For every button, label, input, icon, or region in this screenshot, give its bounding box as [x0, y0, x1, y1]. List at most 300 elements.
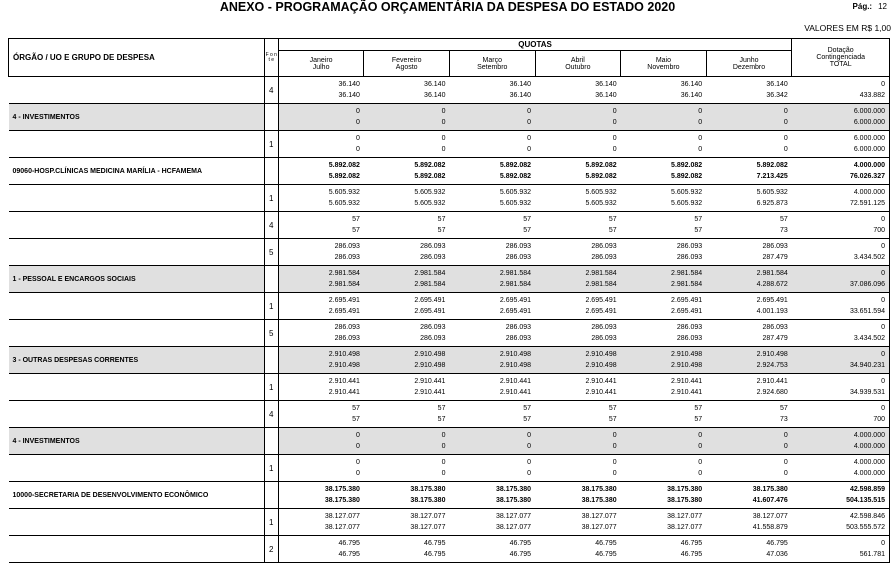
- value-second-semester: 2.910.498: [328, 362, 360, 369]
- value-second-semester: 2.910.498: [499, 362, 532, 369]
- total-cell: [792, 374, 890, 401]
- row-fonte: [264, 482, 278, 509]
- value-first-semester: 42.598.859: [849, 486, 885, 493]
- quota-cell: [535, 482, 621, 509]
- row-fonte: 1: [264, 131, 278, 158]
- row-fonte: 4: [264, 401, 278, 428]
- currency-note: VALORES EM R$ 1,00: [804, 23, 891, 33]
- page-number: 12: [878, 2, 887, 11]
- quota-cell: [706, 401, 792, 428]
- value-first-semester: 4.000.000: [853, 432, 885, 439]
- value-second-semester: 2.910.441: [414, 389, 446, 396]
- header-month-1: [278, 51, 364, 77]
- value-first-semester: 2.910.441: [328, 378, 360, 385]
- value-first-semester: 46.795: [680, 540, 703, 547]
- quota-cell: [535, 185, 621, 212]
- value-second-semester: 38.175.380: [410, 497, 446, 504]
- value-second-semester: 286.093: [420, 254, 446, 261]
- value-first-semester: 2.910.441: [671, 378, 703, 385]
- value-second-semester: 4.000.000: [853, 470, 885, 477]
- value-second-semester: 0: [698, 443, 703, 450]
- value-second-semester: 3.434.502: [853, 254, 885, 261]
- header-month-4: [535, 51, 621, 77]
- quota-cell: [535, 239, 621, 266]
- quota-cell: [449, 158, 535, 185]
- page-label: Pág.:: [852, 2, 873, 11]
- value-first-semester: 0: [881, 297, 885, 304]
- table-row: [9, 482, 890, 509]
- value-first-semester: 0: [881, 405, 885, 412]
- value-second-semester: 0: [612, 443, 617, 450]
- value-first-semester: 38.127.077: [410, 513, 446, 520]
- budget-table: [8, 38, 890, 563]
- total-cell: [792, 482, 890, 509]
- quota-cell: [449, 320, 535, 347]
- value-second-semester: 0: [783, 443, 788, 450]
- value-second-semester: 2.695.491: [328, 308, 360, 315]
- value-first-semester: 0: [527, 459, 532, 466]
- header-total-line2: Contingenciada: [816, 54, 865, 61]
- quota-cell: [364, 509, 450, 536]
- quota-cell: [278, 509, 364, 536]
- value-second-semester: 2.981.584: [414, 281, 446, 288]
- quota-cell: [535, 131, 621, 158]
- value-second-semester: 38.127.077: [324, 524, 360, 531]
- value-first-semester: 0: [881, 540, 885, 547]
- table-row: [9, 293, 890, 320]
- quota-cell: [364, 401, 450, 428]
- header-month-first: Junho: [739, 56, 759, 64]
- value-first-semester: 286.093: [591, 324, 617, 331]
- quota-cell: [278, 401, 364, 428]
- value-first-semester: 5.892.082: [499, 162, 532, 169]
- quota-cell: [621, 77, 707, 104]
- header-orgao: ÓRGÃO / UO E GRUPO DE DESPESA: [9, 39, 265, 77]
- header-month-first: Fevereiro: [391, 56, 422, 64]
- quota-cell: [364, 293, 450, 320]
- quota-cell: [535, 401, 621, 428]
- quota-cell: [535, 293, 621, 320]
- value-first-semester: 0: [612, 135, 617, 142]
- value-first-semester: 38.127.077: [581, 513, 617, 520]
- quota-cell: [278, 347, 364, 374]
- value-second-semester: 5.892.082: [414, 173, 446, 180]
- value-first-semester: 2.910.498: [671, 351, 703, 358]
- value-first-semester: 5.892.082: [414, 162, 446, 169]
- quota-cell: [706, 482, 792, 509]
- value-second-semester: 73: [780, 227, 788, 234]
- total-cell: [792, 131, 890, 158]
- value-second-semester: 2.924.680: [756, 389, 788, 396]
- value-first-semester: 38.127.077: [667, 513, 703, 520]
- value-first-semester: 57: [608, 405, 617, 412]
- value-first-semester: 0: [783, 459, 788, 466]
- header-month-5: [621, 51, 707, 77]
- quota-cell: [278, 455, 364, 482]
- value-second-semester: 0: [527, 119, 532, 126]
- value-second-semester: 36.140: [509, 92, 532, 99]
- value-first-semester: 36.140: [595, 81, 617, 88]
- quota-cell: [449, 374, 535, 401]
- quota-cell: [706, 347, 792, 374]
- table-row: [9, 347, 890, 374]
- header-month-second: Agosto: [395, 63, 418, 71]
- value-first-semester: 2.695.491: [328, 297, 360, 304]
- row-fonte: 4: [264, 77, 278, 104]
- quota-cell: [364, 536, 450, 563]
- value-second-semester: 5.892.082: [499, 173, 532, 180]
- value-first-semester: 2.910.498: [756, 351, 788, 358]
- table-row: [9, 158, 890, 185]
- row-label: 3 - OUTRAS DESPESAS CORRENTES: [9, 347, 265, 374]
- header-fonte: F o n t e: [264, 39, 278, 77]
- header-month-6: [706, 51, 792, 77]
- quota-cell: [621, 482, 707, 509]
- quota-cell: [364, 266, 450, 293]
- value-second-semester: 38.175.380: [496, 497, 532, 504]
- quota-cell: [621, 401, 707, 428]
- value-first-semester: 5.605.932: [585, 189, 617, 196]
- value-first-semester: 38.175.380: [496, 486, 532, 493]
- value-first-semester: 0: [355, 432, 360, 439]
- quota-cell: [706, 77, 792, 104]
- quota-cell: [364, 77, 450, 104]
- value-second-semester: 41.558.879: [752, 524, 788, 531]
- value-second-semester: 561.781: [859, 551, 885, 558]
- value-first-semester: 2.981.584: [499, 270, 532, 277]
- value-first-semester: 5.892.082: [585, 162, 617, 169]
- quota-cell: [449, 212, 535, 239]
- value-second-semester: 286.093: [676, 254, 703, 261]
- value-first-semester: 38.175.380: [324, 486, 360, 493]
- quota-cell: [449, 104, 535, 131]
- value-second-semester: 38.175.380: [581, 497, 617, 504]
- quota-cell: [706, 266, 792, 293]
- quota-cell: [364, 158, 450, 185]
- value-second-semester: 0: [698, 470, 703, 477]
- header-month-second: Outubro: [565, 63, 591, 71]
- value-first-semester: 2.981.584: [585, 270, 617, 277]
- row-fonte: [264, 266, 278, 293]
- table-row: [9, 212, 890, 239]
- quota-cell: [449, 482, 535, 509]
- quota-cell: [278, 158, 364, 185]
- value-first-semester: 38.175.380: [667, 486, 703, 493]
- value-second-semester: 33.651.594: [849, 308, 885, 315]
- row-label: [9, 293, 265, 320]
- quota-cell: [364, 482, 450, 509]
- value-first-semester: 286.093: [505, 324, 532, 331]
- value-first-semester: 57: [523, 216, 532, 223]
- page-indicator: [853, 2, 887, 11]
- quota-cell: [364, 104, 450, 131]
- row-fonte: 1: [264, 374, 278, 401]
- table-row: [9, 185, 890, 212]
- row-label: [9, 536, 265, 563]
- value-first-semester: 46.795: [766, 540, 788, 547]
- value-second-semester: 2.910.441: [585, 389, 617, 396]
- quota-cell: [621, 266, 707, 293]
- quota-cell: [621, 131, 707, 158]
- table-row: [9, 401, 890, 428]
- row-fonte: 1: [264, 185, 278, 212]
- value-first-semester: 286.093: [591, 243, 617, 250]
- value-first-semester: 2.910.498: [414, 351, 446, 358]
- value-second-semester: 2.695.491: [585, 308, 617, 315]
- header-month-3: [449, 51, 535, 77]
- quota-cell: [621, 320, 707, 347]
- value-first-semester: 38.175.380: [752, 486, 788, 493]
- value-first-semester: 5.605.932: [499, 189, 532, 196]
- value-first-semester: 38.127.077: [324, 513, 360, 520]
- quota-cell: [364, 131, 450, 158]
- total-cell: [792, 158, 890, 185]
- value-first-semester: 2.910.441: [414, 378, 446, 385]
- value-first-semester: 57: [437, 216, 446, 223]
- value-second-semester: 38.127.077: [581, 524, 617, 531]
- value-first-semester: 0: [783, 432, 788, 439]
- value-second-semester: 76.026.327: [849, 173, 885, 180]
- value-first-semester: 0: [881, 216, 885, 223]
- quota-cell: [706, 239, 792, 266]
- value-first-semester: 2.695.491: [671, 297, 703, 304]
- quota-cell: [278, 212, 364, 239]
- value-first-semester: 0: [698, 135, 703, 142]
- value-second-semester: 0: [783, 470, 788, 477]
- value-first-semester: 0: [698, 459, 703, 466]
- row-fonte: [264, 347, 278, 374]
- value-second-semester: 0: [612, 470, 617, 477]
- value-second-semester: 57: [352, 416, 360, 423]
- row-label: [9, 320, 265, 347]
- value-first-semester: 0: [612, 108, 617, 115]
- value-first-semester: 36.140: [509, 81, 532, 88]
- value-second-semester: 2.924.753: [756, 362, 788, 369]
- value-first-semester: 2.910.498: [328, 351, 360, 358]
- value-first-semester: 2.695.491: [756, 297, 788, 304]
- value-second-semester: 2.981.584: [671, 281, 703, 288]
- value-second-semester: 38.127.077: [410, 524, 446, 531]
- value-first-semester: 36.140: [424, 81, 446, 88]
- value-first-semester: 0: [441, 108, 446, 115]
- quota-cell: [278, 185, 364, 212]
- quota-cell: [535, 509, 621, 536]
- row-label: [9, 212, 265, 239]
- row-label: 4 - INVESTIMENTOS: [9, 104, 265, 131]
- value-first-semester: 2.910.441: [756, 378, 788, 385]
- value-first-semester: 38.175.380: [581, 486, 617, 493]
- value-second-semester: 5.605.932: [499, 200, 532, 207]
- value-second-semester: 0: [527, 470, 532, 477]
- quota-cell: [278, 320, 364, 347]
- value-first-semester: 46.795: [595, 540, 617, 547]
- quota-cell: [535, 158, 621, 185]
- row-fonte: [264, 104, 278, 131]
- quota-cell: [706, 293, 792, 320]
- value-first-semester: 2.981.584: [671, 270, 703, 277]
- value-second-semester: 46.795: [680, 551, 703, 558]
- table-row: [9, 536, 890, 563]
- value-first-semester: 38.127.077: [496, 513, 532, 520]
- value-second-semester: 0: [355, 443, 360, 450]
- value-second-semester: 4.288.672: [756, 281, 788, 288]
- value-first-semester: 0: [881, 243, 885, 250]
- quota-cell: [364, 212, 450, 239]
- quota-cell: [706, 455, 792, 482]
- table-row: [9, 266, 890, 293]
- value-second-semester: 0: [612, 146, 617, 153]
- header-month-first: Março: [482, 56, 502, 64]
- value-first-semester: 0: [783, 108, 788, 115]
- value-second-semester: 4.000.000: [853, 443, 885, 450]
- row-label: 10000-SECRETARIA DE DESENVOLVIMENTO ECONÔMICO: [9, 482, 265, 509]
- row-label: [9, 77, 265, 104]
- value-second-semester: 38.175.380: [667, 497, 703, 504]
- row-label: 1 - PESSOAL E ENCARGOS SOCIAIS: [9, 266, 265, 293]
- value-second-semester: 0: [783, 146, 788, 153]
- quota-cell: [535, 536, 621, 563]
- value-second-semester: 700: [873, 416, 885, 423]
- value-second-semester: 2.910.441: [671, 389, 703, 396]
- total-cell: [792, 320, 890, 347]
- value-second-semester: 46.795: [424, 551, 446, 558]
- value-first-semester: 57: [694, 216, 703, 223]
- value-second-semester: 57: [437, 227, 446, 234]
- value-second-semester: 5.605.932: [671, 200, 703, 207]
- quota-cell: [535, 77, 621, 104]
- value-first-semester: 0: [698, 108, 703, 115]
- value-second-semester: 36.140: [424, 92, 446, 99]
- quota-cell: [706, 212, 792, 239]
- value-first-semester: 38.127.077: [752, 513, 788, 520]
- value-first-semester: 57: [694, 405, 703, 412]
- value-first-semester: 57: [352, 405, 360, 412]
- value-first-semester: 0: [881, 270, 885, 277]
- value-first-semester: 46.795: [424, 540, 446, 547]
- quota-cell: [364, 320, 450, 347]
- table-row: [9, 77, 890, 104]
- quota-cell: [706, 104, 792, 131]
- value-first-semester: 57: [780, 405, 788, 412]
- value-second-semester: 286.093: [591, 335, 617, 342]
- value-second-semester: 2.981.584: [585, 281, 617, 288]
- value-second-semester: 3.434.502: [853, 335, 885, 342]
- quota-cell: [449, 131, 535, 158]
- row-label: [9, 509, 265, 536]
- value-first-semester: 0: [612, 432, 617, 439]
- value-second-semester: 5.892.082: [671, 173, 703, 180]
- value-first-semester: 5.605.932: [328, 189, 360, 196]
- value-first-semester: 4.000.000: [853, 189, 885, 196]
- value-first-semester: 2.910.441: [499, 378, 532, 385]
- value-second-semester: 6.000.000: [853, 146, 885, 153]
- value-second-semester: 0: [355, 146, 360, 153]
- value-first-semester: 5.892.082: [756, 162, 788, 169]
- value-first-semester: 46.795: [509, 540, 532, 547]
- total-cell: [792, 77, 890, 104]
- value-first-semester: 4.000.000: [853, 162, 885, 169]
- quota-cell: [621, 185, 707, 212]
- quota-cell: [278, 293, 364, 320]
- quota-cell: [621, 455, 707, 482]
- value-second-semester: 286.093: [420, 335, 446, 342]
- value-second-semester: 7.213.425: [756, 173, 788, 180]
- quota-cell: [449, 266, 535, 293]
- quota-cell: [449, 77, 535, 104]
- value-second-semester: 6.000.000: [853, 119, 885, 126]
- value-second-semester: 0: [527, 146, 532, 153]
- value-first-semester: 0: [881, 81, 885, 88]
- value-second-semester: 57: [608, 227, 617, 234]
- value-second-semester: 57: [352, 227, 360, 234]
- value-second-semester: 4.001.193: [756, 308, 788, 315]
- total-cell: [792, 212, 890, 239]
- value-first-semester: 57: [780, 216, 788, 223]
- value-second-semester: 6.925.873: [756, 200, 788, 207]
- quota-cell: [449, 293, 535, 320]
- quota-cell: [364, 185, 450, 212]
- quota-cell: [449, 509, 535, 536]
- value-first-semester: 286.093: [762, 324, 788, 331]
- value-second-semester: 34.940.231: [849, 362, 885, 369]
- value-second-semester: 2.695.491: [414, 308, 446, 315]
- value-second-semester: 0: [441, 443, 446, 450]
- header-month-second: Dezembro: [732, 63, 766, 71]
- value-first-semester: 0: [355, 108, 360, 115]
- quota-cell: [621, 239, 707, 266]
- value-second-semester: 2.910.498: [414, 362, 446, 369]
- value-first-semester: 2.695.491: [499, 297, 532, 304]
- value-first-semester: 36.140: [680, 81, 703, 88]
- value-second-semester: 0: [441, 470, 446, 477]
- value-second-semester: 700: [873, 227, 885, 234]
- row-label: [9, 239, 265, 266]
- value-second-semester: 2.981.584: [499, 281, 532, 288]
- row-fonte: 5: [264, 239, 278, 266]
- table-row: [9, 374, 890, 401]
- value-second-semester: 72.591.125: [849, 200, 885, 207]
- value-second-semester: 433.882: [859, 92, 885, 99]
- quota-cell: [278, 374, 364, 401]
- quota-cell: [621, 293, 707, 320]
- quota-cell: [535, 212, 621, 239]
- value-second-semester: 0: [698, 146, 703, 153]
- quota-cell: [278, 77, 364, 104]
- value-second-semester: 38.175.380: [324, 497, 360, 504]
- header-total-line3: TOTAL: [829, 61, 852, 68]
- total-cell: [792, 185, 890, 212]
- value-first-semester: 5.892.082: [328, 162, 360, 169]
- value-first-semester: 57: [523, 405, 532, 412]
- value-second-semester: 5.605.932: [328, 200, 360, 207]
- quota-cell: [364, 428, 450, 455]
- value-first-semester: 5.892.082: [671, 162, 703, 169]
- quota-cell: [535, 266, 621, 293]
- value-first-semester: 286.093: [334, 243, 360, 250]
- quota-cell: [706, 320, 792, 347]
- value-second-semester: 0: [783, 119, 788, 126]
- quota-cell: [706, 374, 792, 401]
- quota-cell: [535, 104, 621, 131]
- value-second-semester: 0: [441, 119, 446, 126]
- value-first-semester: 42.598.846: [849, 513, 885, 520]
- value-second-semester: 2.910.441: [328, 389, 360, 396]
- table-row: [9, 239, 890, 266]
- table-row: [9, 131, 890, 158]
- quota-cell: [621, 104, 707, 131]
- quota-cell: [278, 104, 364, 131]
- quota-cell: [278, 482, 364, 509]
